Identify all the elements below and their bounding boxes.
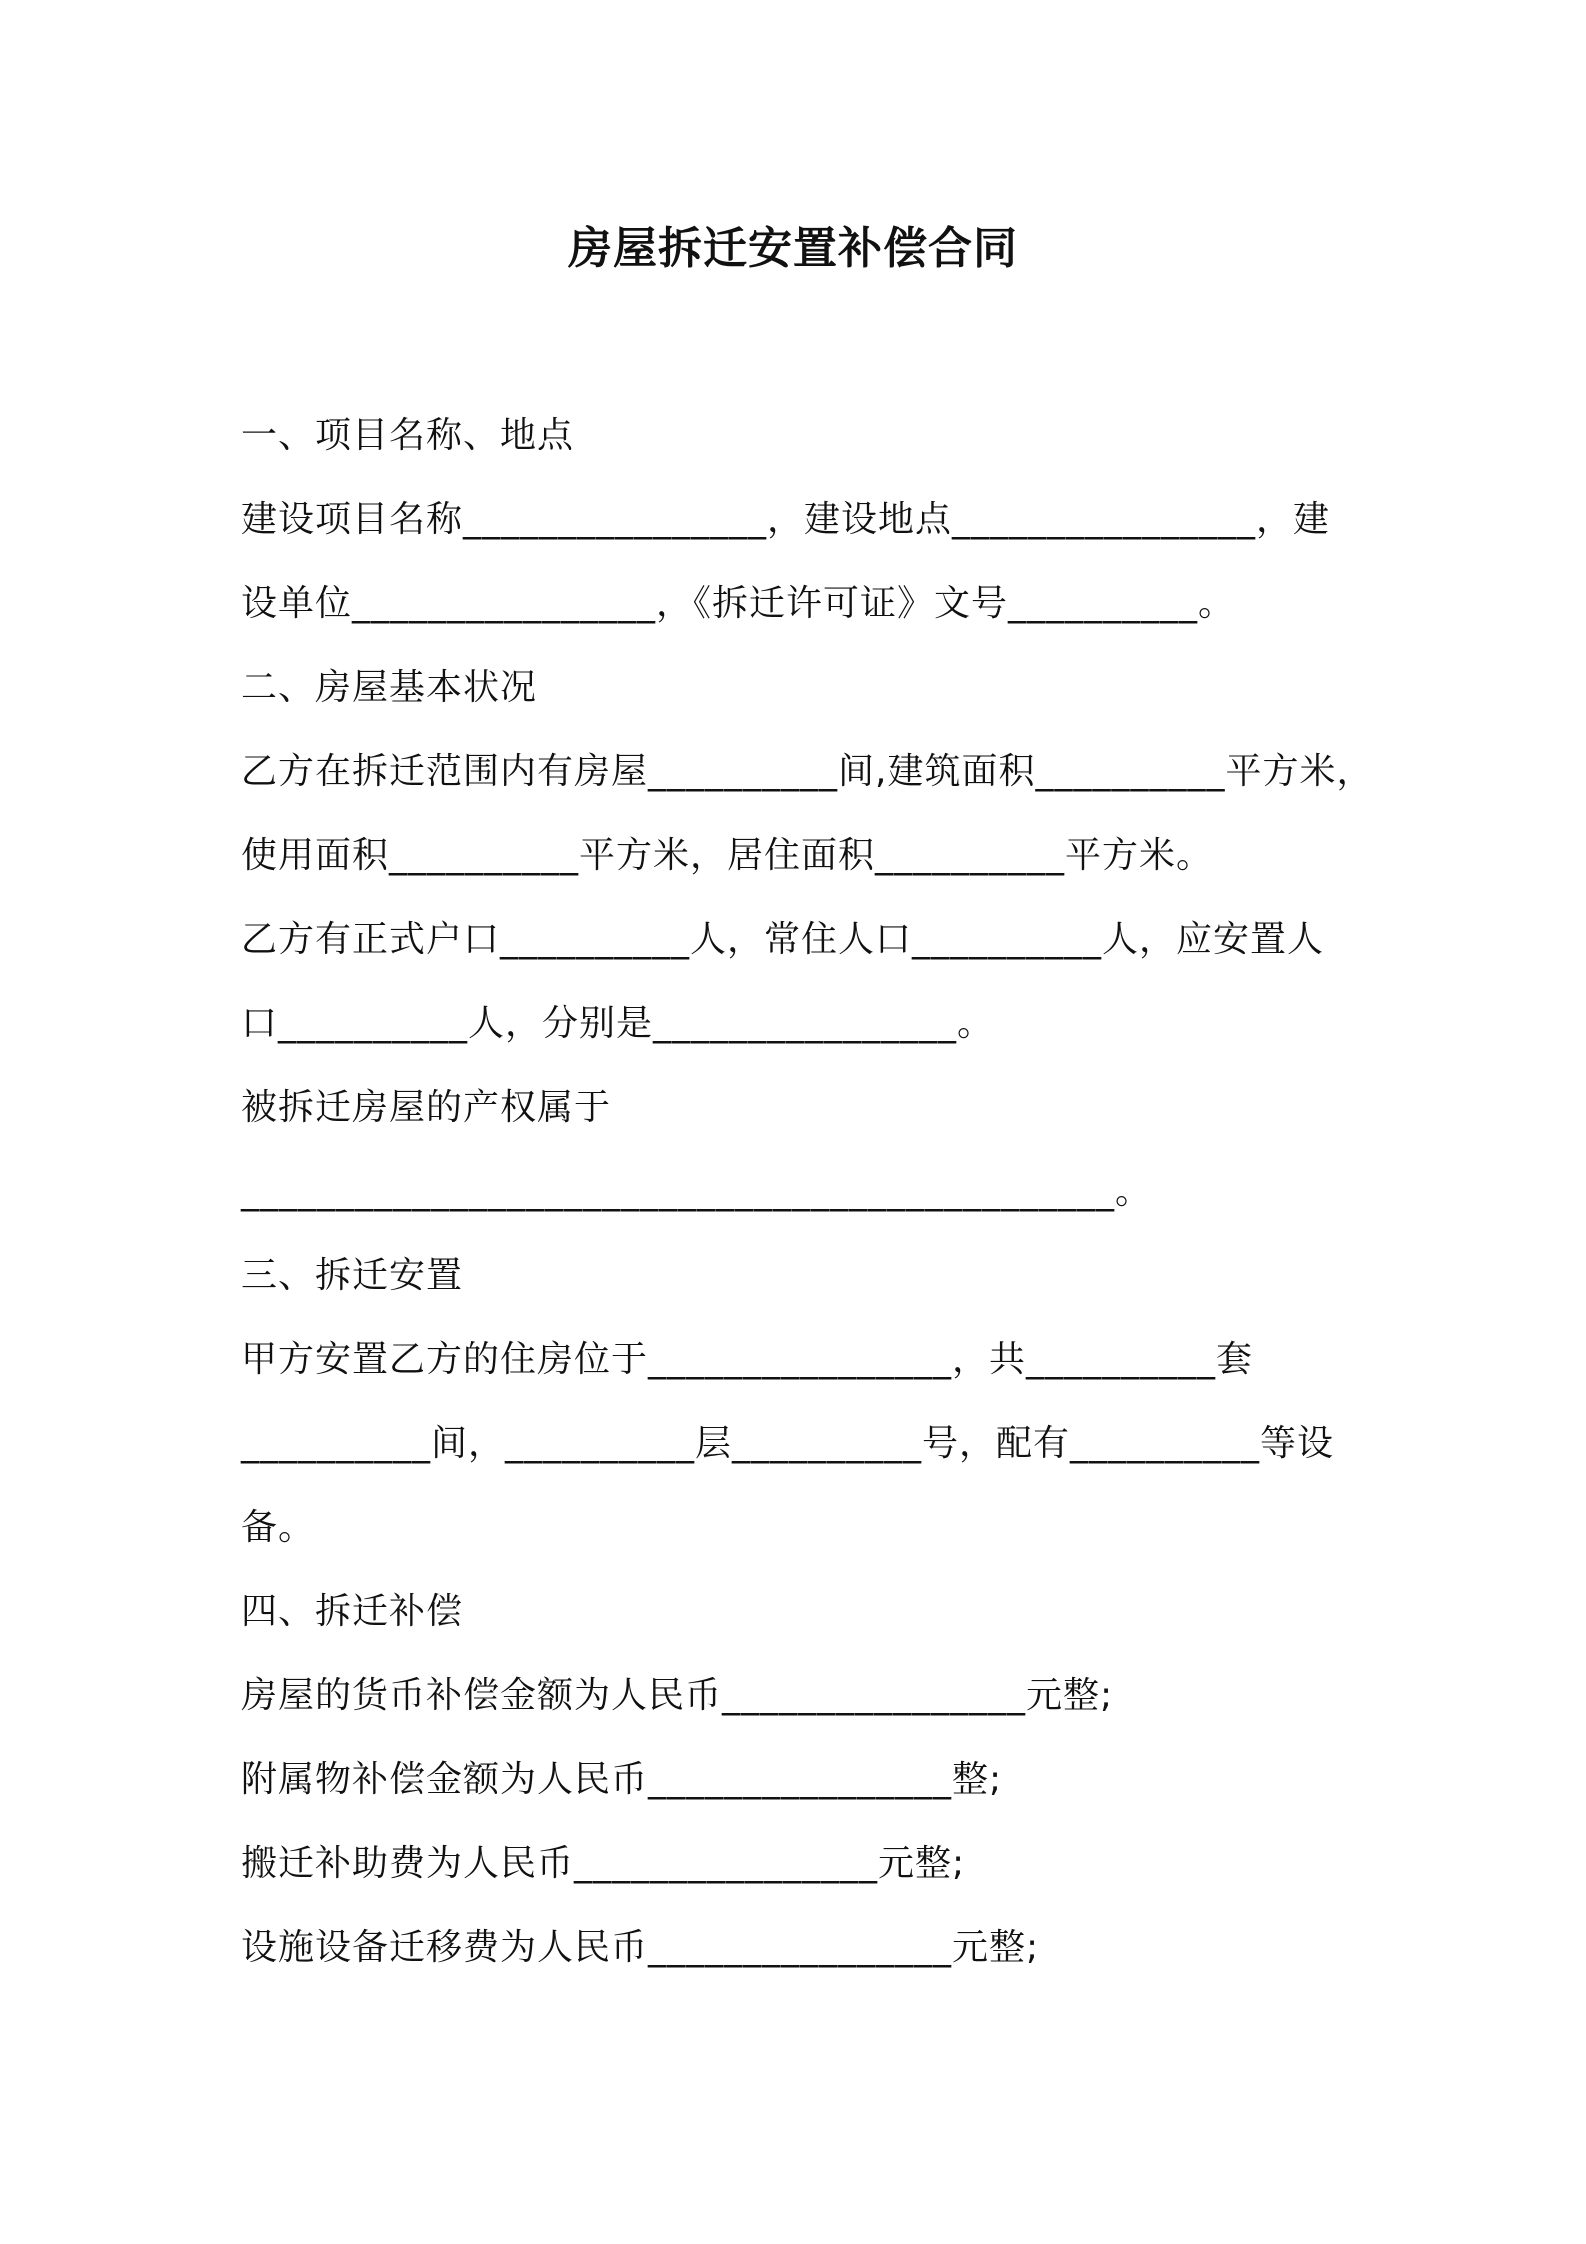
section-heading-2: 二、房屋基本状况	[241, 667, 538, 708]
paragraph-line: 口__________人，分别是________________。	[241, 1003, 995, 1044]
paragraph-line: 搬迁补助费为人民币________________元整;	[241, 1843, 966, 1884]
paragraph-line: ______________________________________________。	[241, 1171, 1152, 1212]
paragraph-line: __________间，__________层__________号，配有__________等设	[241, 1423, 1335, 1464]
section-heading-3: 三、拆迁安置	[241, 1255, 464, 1296]
paragraph-line: 乙方在拆迁范围内有房屋__________间,建筑面积__________平方米，	[241, 751, 1374, 792]
paragraph-line: 附属物补偿金额为人民币________________整;	[241, 1759, 1003, 1800]
paragraph-line: 设施设备迁移费为人民币________________元整;	[241, 1927, 1040, 1968]
paragraph-line: 房屋的货币补偿金额为人民币________________元整;	[241, 1675, 1114, 1716]
paragraph-line: 乙方有正式户口__________人，常住人口__________人，应安置人	[241, 919, 1325, 960]
paragraph-line: 设单位________________，《拆迁许可证》文号__________。	[241, 583, 1236, 624]
document-title: 房屋拆迁安置补偿合同	[568, 223, 1018, 274]
paragraph-line: 被拆迁房屋的产权属于	[241, 1087, 612, 1128]
section-heading-4: 四、拆迁补偿	[241, 1591, 464, 1632]
paragraph-line: 建设项目名称________________，建设地点________________，建	[241, 499, 1331, 540]
section-heading-1: 一、项目名称、地点	[241, 415, 575, 456]
paragraph-line: 备。	[241, 1507, 316, 1548]
paragraph-line: 使用面积__________平方米，居住面积__________平方米。	[241, 835, 1214, 876]
paragraph-line: 甲方安置乙方的住房位于________________，共__________套	[241, 1339, 1254, 1380]
